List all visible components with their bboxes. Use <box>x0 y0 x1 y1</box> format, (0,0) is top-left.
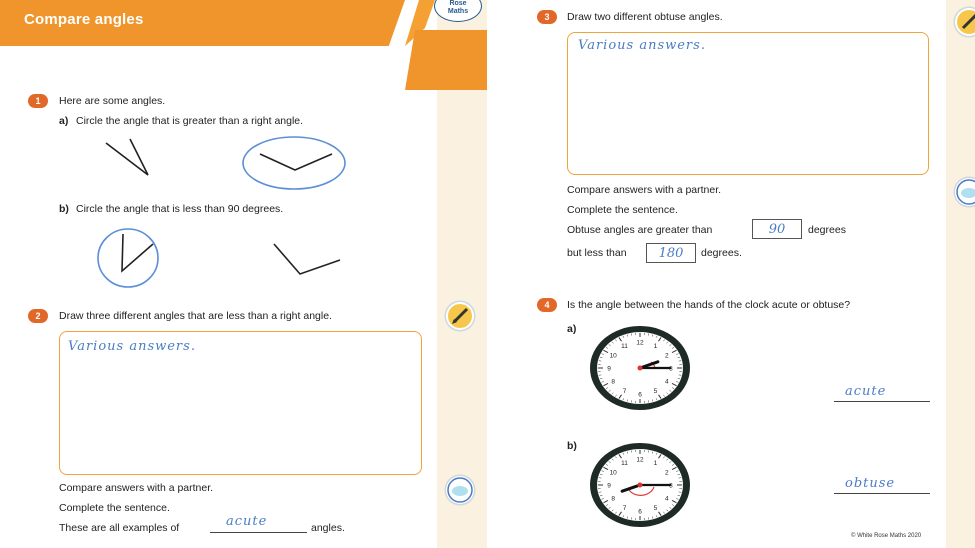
svg-text:6: 6 <box>638 391 642 399</box>
question-3-answer: Various answers. <box>578 38 706 53</box>
question-3-line1-start: Obtuse angles are greater than <box>567 224 713 236</box>
question-3-compare: Compare answers with a partner. <box>567 184 722 196</box>
page-title: Compare angles <box>24 11 144 28</box>
logo-text-2: Maths <box>447 8 469 15</box>
question-3-line1-end: degrees <box>808 224 846 236</box>
question-2-complete: Complete the sentence. <box>59 502 170 514</box>
clock-b <box>589 442 691 528</box>
pencil-icon <box>446 302 474 330</box>
svg-text:7: 7 <box>622 504 627 512</box>
question-4a-label: a) <box>567 323 577 335</box>
question-2-answer-line[interactable] <box>210 532 307 533</box>
question-3-line2-start: but less than <box>567 247 627 259</box>
question-2-sentence-end: angles. <box>311 522 345 534</box>
svg-text:4: 4 <box>664 378 669 386</box>
svg-text:9: 9 <box>607 482 611 490</box>
logo-text-1: Rose <box>449 0 467 7</box>
discuss-icon <box>446 476 474 504</box>
question-1b-text: Circle the angle that is less than 90 degrees. <box>76 203 284 215</box>
svg-text:6: 6 <box>638 508 642 516</box>
svg-text:10: 10 <box>609 469 617 477</box>
svg-text:1: 1 <box>653 343 658 351</box>
svg-text:12: 12 <box>636 339 644 347</box>
question-2-compare: Compare answers with a partner. <box>59 482 214 494</box>
clock-a-face <box>590 326 690 410</box>
question-4-prompt: Is the angle between the hands of the clock acute or obtuse? <box>567 299 851 311</box>
question-1b-label: b) <box>59 203 69 215</box>
angle-acute-1a <box>100 135 160 180</box>
svg-text:1: 1 <box>653 460 658 468</box>
svg-text:7: 7 <box>622 387 627 395</box>
question-3-line2-end: degrees. <box>701 247 742 259</box>
svg-text:8: 8 <box>611 378 616 386</box>
question-3-answer-box[interactable] <box>567 32 929 175</box>
question-3-prompt: Draw two different obtuse angles. <box>567 11 723 23</box>
svg-text:8: 8 <box>611 495 616 503</box>
question-2-answer: Various answers. <box>68 339 196 354</box>
question-3-value1: 90 <box>768 222 786 237</box>
question-4a-answer-line[interactable] <box>834 401 930 402</box>
clock-b-face <box>590 443 690 527</box>
svg-text:12: 12 <box>636 456 644 464</box>
question-1-prompt: Here are some angles. <box>59 95 166 107</box>
svg-text:3: 3 <box>669 365 673 373</box>
question-3-complete: Complete the sentence. <box>567 204 678 216</box>
question-1a-text: Circle the angle that is greater than a right angle. <box>76 115 304 127</box>
svg-text:11: 11 <box>621 460 628 468</box>
question-3-badge: 3 <box>537 10 557 24</box>
question-2-badge: 2 <box>28 309 48 323</box>
svg-text:5: 5 <box>653 387 658 395</box>
svg-text:2: 2 <box>664 352 669 360</box>
svg-text:5: 5 <box>653 504 658 512</box>
question-1a-label: a) <box>59 115 69 127</box>
discuss-icon-right <box>955 178 975 206</box>
svg-text:4: 4 <box>664 495 669 503</box>
question-4b-answer: obtuse <box>845 476 896 491</box>
question-3-value2: 180 <box>658 246 684 261</box>
question-4a-answer: acute <box>845 384 887 399</box>
svg-text:2: 2 <box>664 469 669 477</box>
angle-obtuse-1b <box>268 240 348 280</box>
margin-strip-right <box>946 0 975 548</box>
question-4b-label: b) <box>567 440 577 452</box>
question-2-sentence-answer: acute <box>226 514 268 529</box>
question-3-value1-box[interactable] <box>752 219 802 239</box>
question-1-badge: 1 <box>28 94 48 108</box>
angle-obtuse-1a-circled <box>240 134 350 192</box>
svg-text:10: 10 <box>609 352 617 360</box>
question-3-value2-box[interactable] <box>646 243 696 263</box>
svg-text:3: 3 <box>669 482 673 490</box>
angle-acute-1b-circled <box>95 226 163 290</box>
pencil-icon-right <box>955 8 975 36</box>
question-4b-answer-line[interactable] <box>834 493 930 494</box>
question-2-prompt: Draw three different angles that are less than a right angle. <box>59 310 332 322</box>
copyright: © White Rose Maths 2020 <box>851 533 922 539</box>
svg-text:11: 11 <box>621 343 628 351</box>
clock-a <box>589 325 691 411</box>
svg-text:9: 9 <box>607 365 611 373</box>
question-2-sentence-start: These are all examples of <box>59 522 180 534</box>
question-4-badge: 4 <box>537 298 557 312</box>
